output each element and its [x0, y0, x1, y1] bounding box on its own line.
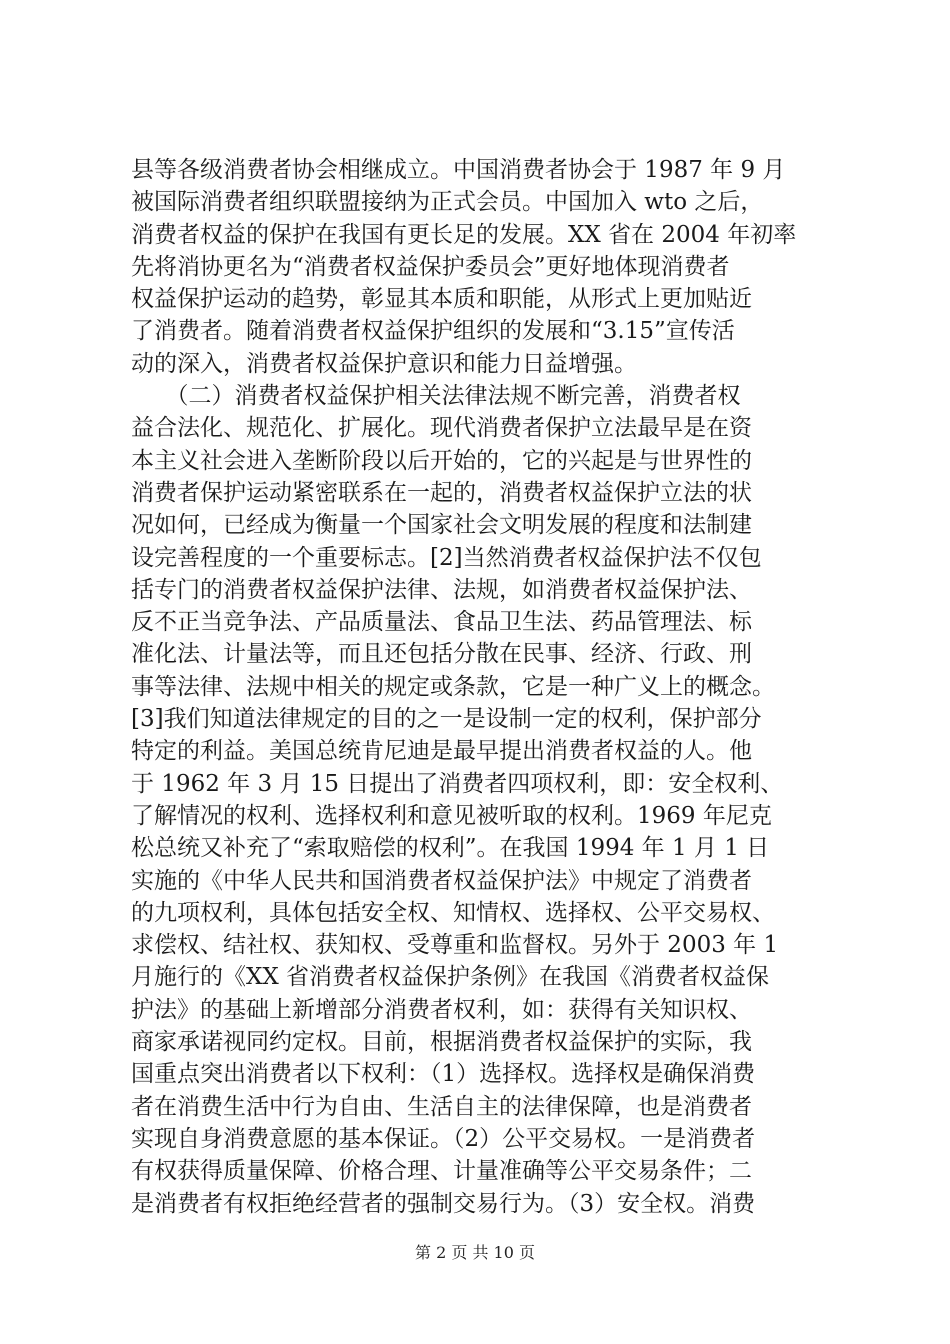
- text-line: 于 1962 年 3 月 15 日提出了消费者四项权利，即：安全权利、: [131, 770, 784, 797]
- text-line: 是消费者有权拒绝经营者的强制交易行为。（3）安全权。消费: [131, 1190, 756, 1217]
- text-line: （二）消费者权益保护相关法律法规不断完善，消费者权: [131, 383, 741, 410]
- text-line: 括专门的消费者权益保护法律、法规，如消费者权益保护法、: [131, 576, 752, 603]
- text-line: 了解情况的权利、选择权利和意见被听取的权利。1969 年尼克: [131, 802, 772, 829]
- text-line: 实现自身消费意愿的基本保证。（2）公平交易权。一是消费者: [131, 1125, 756, 1152]
- text-line: 的九项权利，具体包括安全权、知情权、选择权、公平交易权、: [131, 899, 775, 926]
- body-text: [131, 154, 836, 1220]
- text-line: 准化法、计量法等，而且还包括分散在民事、经济、行政、刑: [131, 641, 752, 668]
- text-line: 护法》的基础上新增部分消费者权利，如：获得有关知识权、: [131, 996, 752, 1023]
- text-line: 被国际消费者组织联盟接纳为正式会员。中国加入 wto 之后，: [131, 189, 764, 216]
- text-line: 国重点突出消费者以下权利：（1）选择权。选择权是确保消费: [131, 1061, 756, 1088]
- text-line: 消费者权益的保护在我国有更长足的发展。XX 省在 2004 年初率: [131, 221, 797, 248]
- text-line: 松总统又补充了“索取赔偿的权利”。在我国 1994 年 1 月 1 日: [131, 835, 770, 862]
- text-line: 权益保护运动的趋势，彰显其本质和职能，从形式上更加贴近: [131, 286, 752, 313]
- text-line: 益合法化、规范化、扩展化。现代消费者保护立法最早是在资: [131, 415, 752, 442]
- text-line: 本主义社会进入垄断阶段以后开始的，它的兴起是与世界性的: [131, 447, 752, 474]
- text-line: [3]我们知道法律规定的目的之一是设制一定的权利，保护部分: [131, 706, 762, 733]
- text-line: 县等各级消费者协会相继成立。中国消费者协会于 1987 年 9 月: [131, 157, 786, 183]
- text-line: 动的深入，消费者权益保护意识和能力日益增强。: [131, 350, 637, 377]
- text-line: 商家承诺视同约定权。目前，根据消费者权益保护的实际，我: [131, 1029, 752, 1056]
- text-line: 设完善程度的一个重要标志。[2]当然消费者权益保护法不仅包: [131, 544, 762, 571]
- text-line: 先将消协更名为“消费者权益保护委员会”更好地体现消费者: [131, 253, 730, 280]
- text-line: 求偿权、结社权、获知权、受尊重和监督权。另外于 2003 年 1: [131, 932, 779, 959]
- text-line: 反不正当竞争法、产品质量法、食品卫生法、药品管理法、标: [131, 609, 752, 636]
- text-line: 消费者保护运动紧密联系在一起的，消费者权益保护立法的状: [131, 479, 752, 506]
- text-line: 有权获得质量保障、价格合理、计量准确等公平交易条件；二: [131, 1158, 752, 1185]
- text-line: 事等法律、法规中相关的规定或条款，它是一种广义上的概念。: [131, 673, 775, 700]
- page-footer: 第 2 页 共 10 页: [415, 1243, 535, 1262]
- text-line: 特定的利益。美国总统肯尼迪是最早提出消费者权益的人。他: [131, 738, 752, 765]
- text-line: 实施的《中华人民共和国消费者权益保护法》中规定了消费者: [131, 867, 752, 894]
- text-line: 月施行的《XX 省消费者权益保护条例》在我国《消费者权益保: [131, 964, 770, 991]
- text-line: 况如何，已经成为衡量一个国家社会文明发展的程度和法制建: [131, 512, 752, 539]
- text-line: 了消费者。随着消费者权益保护组织的发展和“3.15”宣传活: [131, 318, 735, 345]
- text-line: 者在消费生活中行为自由、生活自主的法律保障，也是消费者: [131, 1093, 752, 1120]
